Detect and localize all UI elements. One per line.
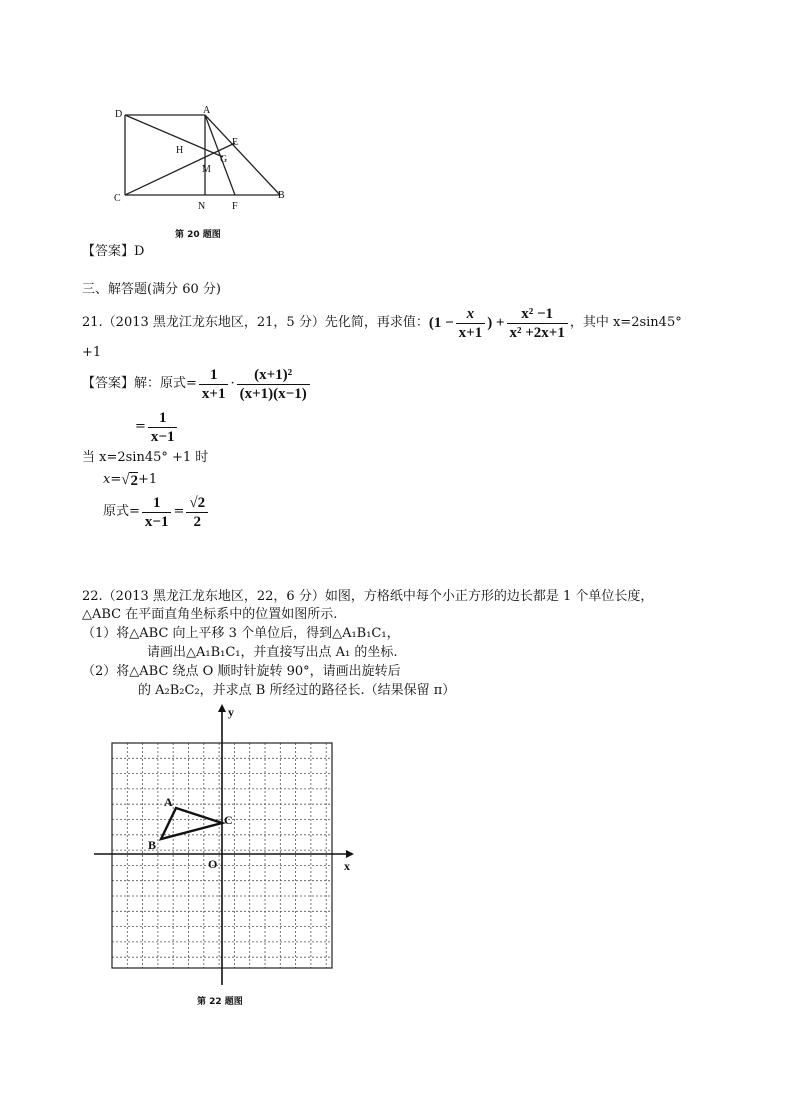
triangle-ABC [161, 808, 222, 839]
q22-line2: △ABC 在平面直角坐标系中的位置如图所示. [82, 607, 338, 622]
fig20-caption: 第 20 题图 [175, 230, 221, 240]
q21-frac1-den: x+1 [458, 324, 483, 341]
q21-step2-frac [148, 409, 178, 446]
q21-x-prefix: x= [103, 472, 122, 487]
figure-20 [105, 105, 305, 240]
point-A-label: A [164, 795, 173, 809]
q21-answer-frac2 [237, 366, 310, 403]
q21-answer-dot: · [230, 376, 235, 391]
fig20-label-N: N [198, 201, 206, 212]
fig20-label-D: D [115, 109, 123, 120]
fig20-label-C: C [114, 193, 121, 204]
q22-line4: 请画出△A₁B₁C₁，并直接写出点 A₁ 的坐标. [147, 645, 398, 660]
q22-line6: 的 A₂B₂C₂，并求点 B 所经过的路径长.（结果保留 π） [138, 683, 456, 698]
figure-22 [90, 700, 360, 990]
q21-tail2: +1 [82, 345, 102, 360]
q21-tail: ，其中 x=2sin45° [569, 315, 682, 330]
q21-frac1-num: x [456, 305, 486, 324]
q21-x-value [103, 470, 157, 490]
q21-stem-line [82, 305, 682, 341]
q21-expr-close: ) + [487, 315, 505, 331]
q21-answer-frac1 [199, 366, 229, 403]
q21-final-prefix: 原式= [103, 504, 140, 519]
point-B-label: B [148, 838, 157, 852]
section-3-heading: 三、解答题(满分 60 分) [82, 282, 221, 297]
q21-x-sqrt-sign: √ [121, 472, 130, 488]
q21-x-suffix: +1 [137, 472, 158, 487]
fig20-label-F: F [232, 201, 238, 212]
q21-frac2-num: x² −1 [507, 305, 568, 324]
fig20-label-M: M [202, 164, 211, 175]
fig22-caption: 第 22 题图 [197, 997, 243, 1007]
q21-answer-frac2-den: (x+1)(x−1) [239, 385, 307, 402]
q21-expr-open: (1 − [428, 315, 454, 331]
point-C-label: C [224, 813, 233, 827]
q21-stem: 21.（2013 黑龙江龙东地区，21，5 分）先化简，再求值： [82, 315, 429, 330]
fig20-label-G: G [220, 154, 228, 165]
q22-line3: （1）将△ABC 向上平移 3 个单位后，得到△A₁B₁C₁， [82, 626, 400, 641]
q21-final-frac-num: 1 [142, 494, 172, 513]
axis-y-label: y [228, 705, 234, 719]
q21-final-result [186, 494, 208, 531]
q21-final-eq: = [173, 504, 185, 519]
fig20-label-H: H [176, 145, 184, 156]
q21-final-frac-den: x−1 [144, 513, 169, 530]
fig20-label-B: B [278, 190, 285, 201]
q22-line5: （2）将△ABC 绕点 O 顺时针旋转 90°，请画出旋转后 [82, 664, 401, 679]
q21-when: 当 x=2sin45° +1 时 [82, 450, 209, 465]
q21-answer-frac1-num: 1 [199, 366, 229, 385]
q21-final-frac [142, 494, 172, 531]
axis-x-label: x [344, 859, 350, 873]
q21-step2-eq: = [135, 419, 146, 434]
q22-line1: 22.（2013 黑龙江龙东地区，22，6 分）如图，方格纸中每个小正方形的边长都是 1 个单位长度， [82, 589, 654, 604]
q21-step2-frac-num: 1 [148, 409, 178, 428]
q21-final-result-num: √2 [186, 494, 208, 513]
q21-final-result-den: 2 [193, 513, 201, 530]
q21-frac2-den: x² +2x+1 [509, 324, 565, 341]
origin-label: O [208, 857, 218, 871]
q21-step2-frac-den: x−1 [150, 428, 175, 445]
q21-frac1 [456, 305, 486, 342]
q21-answer-label: 【答案】解：原式= [82, 376, 197, 391]
q21-x-sqrt: 2 [130, 472, 138, 489]
fig20-label-E: E [232, 137, 239, 148]
q21-frac2 [507, 305, 568, 342]
q21-answer-frac2-num: (x+1)² [237, 366, 310, 385]
answer-20: 【答案】D [82, 244, 145, 259]
fig20-label-A: A [203, 105, 211, 116]
q21-step2 [135, 408, 179, 446]
q21-answer-line [82, 364, 312, 404]
q21-answer-frac1-den: x+1 [201, 385, 226, 402]
q21-final [103, 492, 210, 532]
